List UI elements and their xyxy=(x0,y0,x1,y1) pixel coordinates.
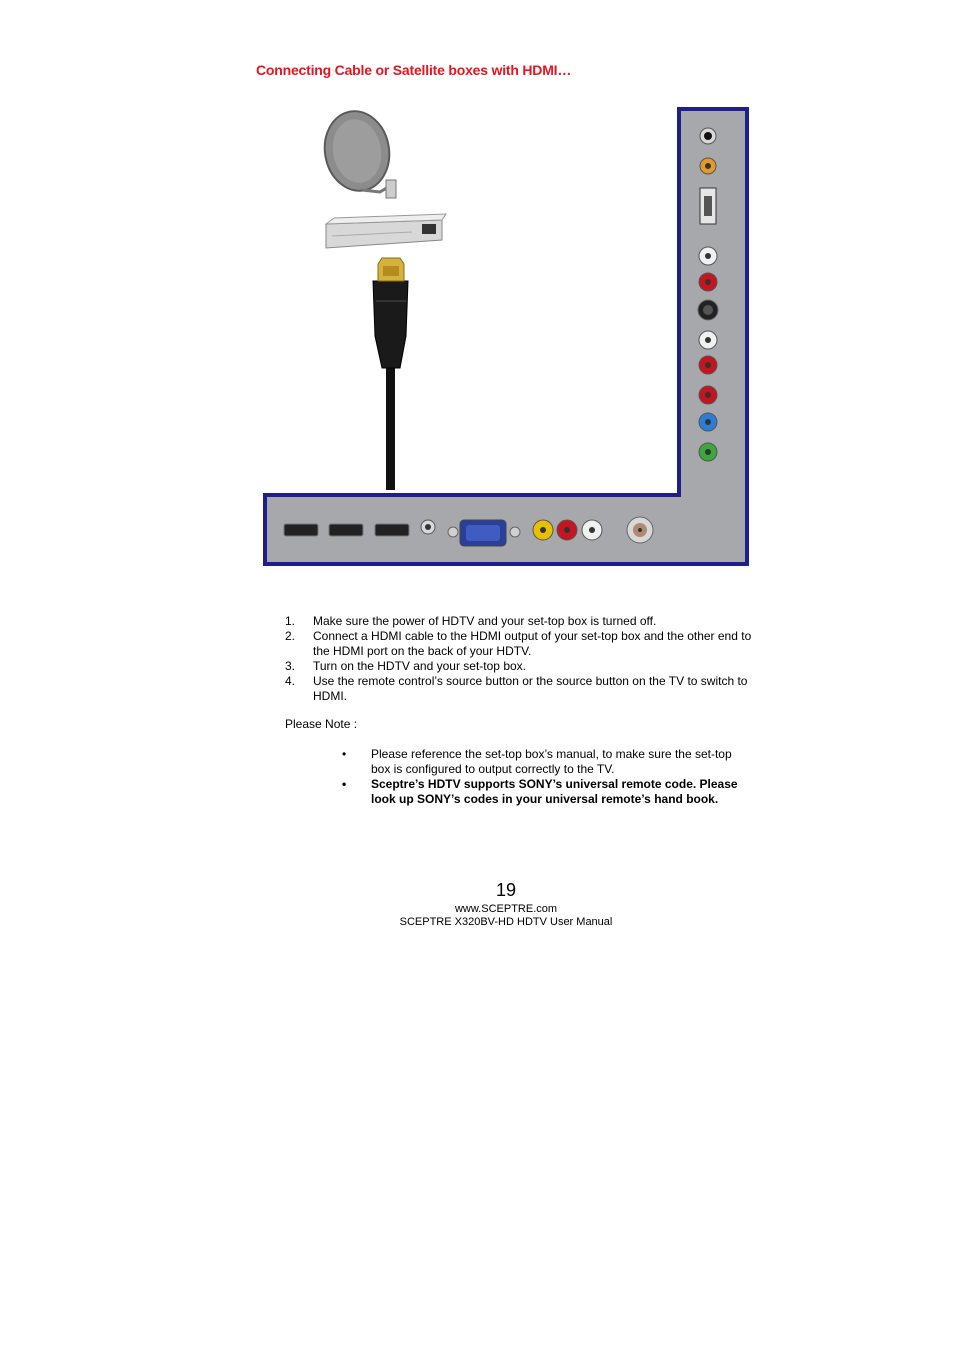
footer-website: www.SCEPTRE.com xyxy=(454,903,558,915)
note-text: Sceptre’s HDTV supports SONY’s universal remote code. Please look up SONY’s codes in your universal remote’s hand book. xyxy=(371,777,738,806)
step-number: 4. xyxy=(285,674,296,688)
hdmi-cable-icon xyxy=(373,258,408,490)
step-number: 3. xyxy=(285,659,296,673)
footer-manual-title: SCEPTRE X320BV-HD HDTV User Manual xyxy=(399,916,613,928)
list-item xyxy=(285,614,755,629)
list-item xyxy=(342,777,754,807)
list-item xyxy=(342,747,754,777)
step-number: 1. xyxy=(285,614,296,628)
step-text: Use the remote control’s source button or the source button on the TV to switch to HDMI. xyxy=(313,674,748,703)
step-text: Connect a HDMI cable to the HDMI output of your set-top box and the other end to the HDMI port on the back of your HDTV. xyxy=(313,629,752,658)
set-top-box-icon xyxy=(326,214,446,248)
hdmi-port-3 xyxy=(375,524,409,536)
page-title: Connecting Cable or Satellite boxes with HDMI… xyxy=(256,62,572,78)
hdmi-connection-diagram xyxy=(262,106,750,568)
step-text: Turn on the HDTV and your set-top box. xyxy=(313,659,526,673)
instruction-steps xyxy=(285,614,755,704)
bullet: • xyxy=(342,777,347,791)
note-label: Please Note : xyxy=(285,717,358,731)
list-item xyxy=(285,659,755,674)
notes-list xyxy=(342,747,754,807)
list-item xyxy=(285,674,755,704)
satellite-dish-icon xyxy=(319,106,396,198)
step-number: 2. xyxy=(285,629,296,643)
step-text: Make sure the power of HDTV and your set-top box is turned off. xyxy=(313,614,657,628)
note-text: Please reference the set-top box’s manual, to make sure the set-top box is configured to output correctly to the TV. xyxy=(371,747,732,776)
list-item xyxy=(285,629,755,659)
hdmi-port-1 xyxy=(284,524,318,536)
hdmi-port-2 xyxy=(329,524,363,536)
bullet: • xyxy=(342,747,347,761)
page-number: 19 xyxy=(495,880,517,900)
